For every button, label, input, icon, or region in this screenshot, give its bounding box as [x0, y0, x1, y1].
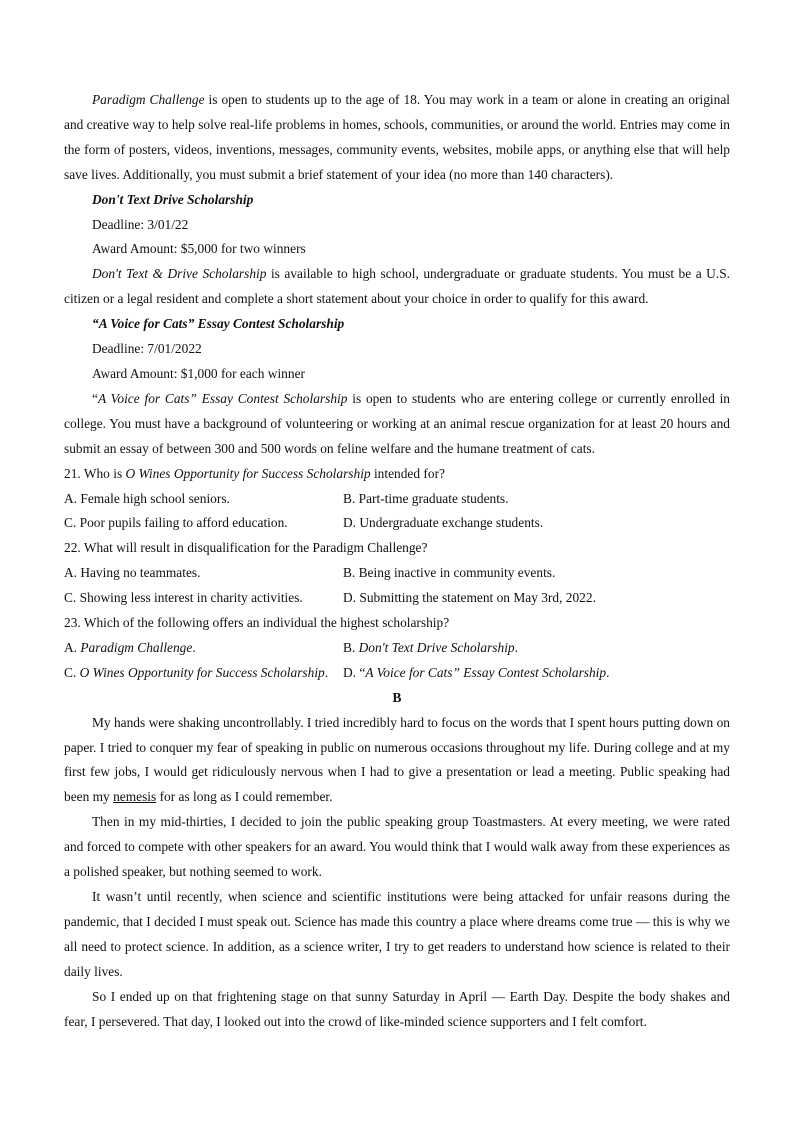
paradigm-title: Paradigm Challenge	[92, 92, 205, 107]
q21-option-b[interactable]: B. Part-time graduate students.	[343, 490, 509, 506]
q21-option-d[interactable]: D. Undergraduate exchange students.	[343, 515, 544, 531]
question-21-options-row-2	[64, 511, 730, 536]
paradigm-paragraph: Paradigm Challenge is open to students up to the age of 18. You may work in a team or alone in creating an original and creative way to help solve real-life problems in homes, schools, communities, or around the world. Entries may come in the form of posters, videos, inventions, messages, community events, websites, mobile apps, or anything else that will help save lives. Additionally, you must submit a brief statement of your idea (no more than 140 characters).	[64, 92, 731, 182]
dont-text-deadline: Deadline: 3/01/22	[92, 216, 189, 232]
dont-text-heading: Don't Text Drive Scholarship	[92, 191, 254, 207]
q23-option-b[interactable]: B. Don't Text Drive Scholarship.	[343, 639, 518, 655]
q22-option-b[interactable]: B. Being inactive in community events.	[343, 565, 556, 581]
passage-b-paragraph-1: My hands were shaking uncontrollably. I tried incredibly hard to focus on the words that I spent hours putting down on paper. I tried to conquer my fear of speaking in public on numerous occasions throughout my life. During college and at my first few jobs, I would get ridiculously nervous when I had to give a presentation or lead a meeting. Public speaking had been my nemesis for as long as I could remember.	[64, 714, 730, 805]
q22-option-d[interactable]: D. Submitting the statement on May 3rd, 2022.	[343, 590, 596, 606]
dont-text-paragraph: Don't Text & Drive Scholarship is available to high school, undergraduate or graduate students. You must be a U.S. citizen or a legal resident and complete a short statement about your choice in order to qualify for this award.	[64, 266, 730, 307]
voice-cats-heading: “A Voice for Cats” Essay Contest Scholarship	[92, 316, 345, 332]
q21-option-c[interactable]: C. Poor pupils failing to afford education.	[64, 515, 288, 531]
q22-option-c[interactable]: C. Showing less interest in charity activities.	[64, 590, 303, 606]
q22-option-a[interactable]: A. Having no teammates.	[64, 565, 201, 581]
voice-cats-paragraph: “A Voice for Cats” Essay Contest Scholarship is open to students who are entering college or currently enrolled in college. You must have a background of volunteering or working at an animal rescue organization for at least 20 hours and submit an essay of between 300 and 500 words on feline welfare and the humane treatment of cats.	[64, 390, 730, 456]
passage-b-paragraph-2: Then in my mid-thirties, I decided to join the public speaking group Toastmasters. At every meeting, we were rated and forced to compete with other speakers for an award. You would think that I would walk away from these experiences as a polished speaker, but nothing seemed to work.	[64, 814, 730, 880]
question-22-options-row-1	[64, 561, 730, 586]
question-23-options-row-2	[64, 661, 730, 686]
passage-b-paragraph-3: It wasn’t until recently, when science and scientific institutions were being attacked for unfair reasons during the pandemic, that I decided I must speak out. Science has made this country a place where dreams come true — this is why we all need to protect science. In addition, as a science writer, I try to get readers to understand how science is related to their daily lives.	[64, 889, 730, 979]
question-22-options-row-2	[64, 586, 730, 611]
dont-text-award: Award Amount: $5,000 for two winners	[92, 241, 306, 257]
q23-option-c[interactable]: C. O Wines Opportunity for Success Scholarship.	[64, 664, 329, 680]
question-21-options-row-1	[64, 487, 730, 512]
underlined-word-nemesis: nemesis	[113, 789, 157, 805]
q23-option-d[interactable]: D. “A Voice for Cats” Essay Contest Scholarship.	[343, 664, 610, 680]
q23-option-a[interactable]: A. Paradigm Challenge.	[64, 639, 196, 655]
voice-cats-award: Award Amount: $1,000 for each winner	[92, 365, 305, 381]
question-21-stem: 21. Who is O Wines Opportunity for Success Scholarship intended for?	[64, 465, 445, 481]
question-22-stem: 22. What will result in disqualification for the Paradigm Challenge?	[64, 540, 428, 556]
voice-cats-deadline: Deadline: 7/01/2022	[92, 341, 202, 357]
question-23-options-row-1	[64, 636, 730, 661]
passage-b-paragraph-4: So I ended up on that frightening stage on that sunny Saturday in April — Earth Day. Despite the body shakes and fear, I persevered. That day, I looked out into the crowd of like-minded science supporters and I felt comfort.	[64, 988, 730, 1029]
section-b-label: B	[392, 689, 402, 705]
document-page	[64, 88, 730, 1034]
question-23-stem: 23. Which of the following offers an individual the highest scholarship?	[64, 615, 450, 631]
q21-option-a[interactable]: A. Female high school seniors.	[64, 490, 230, 506]
